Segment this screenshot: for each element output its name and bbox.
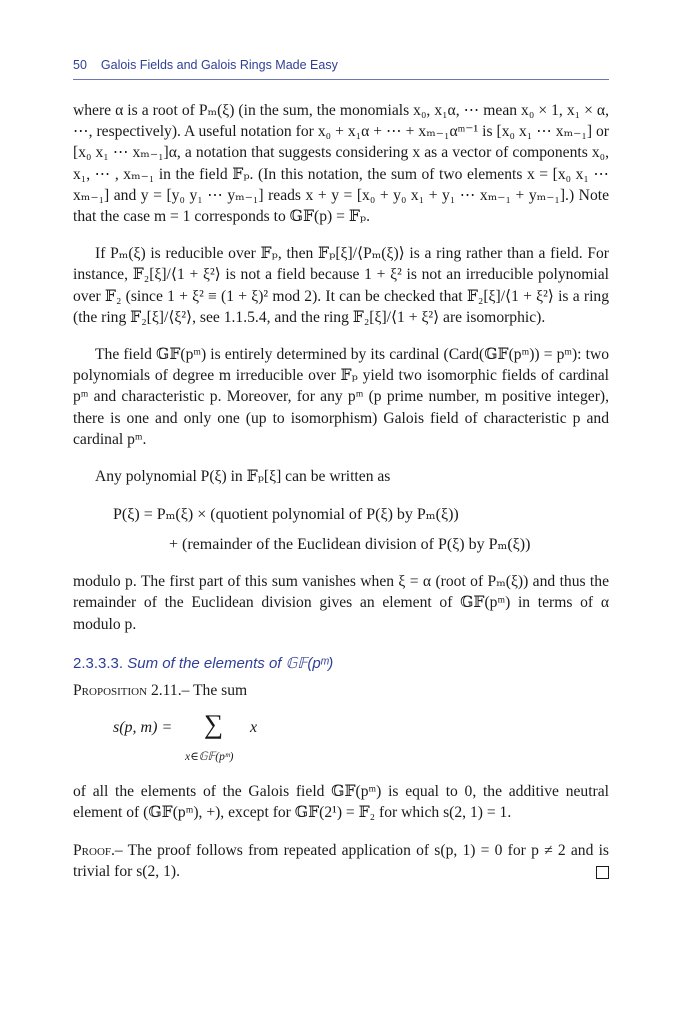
page-number: 50 [73, 58, 87, 72]
section-heading [73, 653, 609, 674]
page-body [73, 100, 609, 882]
proof-label: Proof [73, 841, 112, 859]
running-header [73, 58, 609, 80]
paragraph-modulo: modulo p. The first part of this sum vanishes when ξ = α (root of Pₘ(ξ)) and thus the remainder of the Euclidean division gives an element of 𝔾𝔽(pᵐ) in terms of α modulo p. [73, 573, 609, 633]
equation-line-1: P(ξ) = Pₘ(ξ) × (quotient polynomial of P(ξ) by Pₘ(ξ)) [113, 506, 459, 524]
sum-subscript: x∈𝔾𝔽(pᵐ) [185, 751, 234, 764]
sigma-symbol: ∑ [204, 709, 224, 740]
proposition-label: Proposition [73, 682, 148, 700]
paragraph-polynomial: Any polynomial P(ξ) in 𝔽ₚ[ξ] can be written as [95, 468, 391, 486]
proposition-heading [73, 680, 609, 701]
section-title: Sum of the elements of 𝔾𝔽(pᵐ) [127, 654, 334, 672]
proof-text: .– The proof follows from repeated application of s(p, 1) = 0 for p ≠ 2 and is trivial for s(2, 1). [73, 841, 609, 880]
paragraph-cardinal: The field 𝔾𝔽(pᵐ) is entirely determined by its cardinal (Card(𝔾𝔽(pᵐ)) = pᵐ): two polynomials of degree m irreducible over 𝔽ₚ yield two isomorphic fields of cardinal pᵐ and characteristic p. Moreover, for any pᵐ (p prime number, m positive integer), there is one and only one (up to isomorphism) Galois field of characteristic p and cardinal pᵐ. [73, 346, 609, 448]
proof [73, 840, 609, 882]
proposition-text: of all the elements of the Galois field 𝔾𝔽(pᵐ) is equal to 0, the additive neutral element of (𝔾𝔽(pᵐ), +), except for 𝔾𝔽(2¹) = 𝔽₂ for which s(2, 1) = 1. [73, 783, 609, 822]
sum-lhs: s(p, m) = [113, 719, 173, 737]
proposition-number: 2.11.– The sum [150, 682, 248, 700]
equation-line-2: + (remainder of the Euclidean division of P(ξ) by Pₘ(ξ)) [169, 536, 531, 554]
paragraph-notation: where α is a root of Pₘ(ξ) (in the sum, the monomials x₀, x₁α, ⋯ mean x₀ × 1, x₁ × α, ⋯, respectively). A useful notation for x₀ + x₁α + ⋯ + xₘ₋₁αᵐ⁻¹ is [x₀ x₁ ⋯ xₘ₋₁] or [x₀ x₁ ⋯ xₘ₋₁]α, a notation that suggests considering x as a vector of components x₀, x₁, ⋯ , xₘ₋₁ in the field 𝔽ₚ. (In this notation, the sum of two elements x = [x₀ x₁ ⋯ xₘ₋₁] and y = [y₀ y₁ ⋯ yₘ₋₁] reads x + y = [x₀ + y₀ x₁ + y₁ ⋯ xₘ₋₁ + yₘ₋₁].) Note that the case m = 1 corresponds to 𝔾𝔽(p) = 𝔽ₚ. [73, 102, 609, 226]
sum-term: x [250, 719, 258, 737]
euclidean-equation [73, 500, 609, 560]
book-title: Galois Fields and Galois Rings Made Easy [100, 58, 338, 72]
qed-square-icon [596, 866, 609, 879]
sum-formula [73, 709, 609, 775]
paragraph-reducible: If Pₘ(ξ) is reducible over 𝔽ₚ, then 𝔽ₚ[ξ]/⟨Pₘ(ξ)⟩ is a ring rather than a field. For instance, 𝔽₂[ξ]/⟨1 + ξ²⟩ is not a field because 1 + ξ² is not an irreducible polynomial over 𝔽₂ (since 1 + ξ² ≡ (1 + ξ)² mod 2). It can be checked that 𝔽₂[ξ]/⟨1 + ξ²⟩ is a ring (the ring 𝔽₂[ξ]/⟨ξ²⟩, see 1.1.5.4, and the ring 𝔽₂[ξ]/⟨1 + ξ²⟩ are isomorphic). [73, 245, 609, 326]
section-number: 2.3.3.3. [73, 654, 124, 672]
